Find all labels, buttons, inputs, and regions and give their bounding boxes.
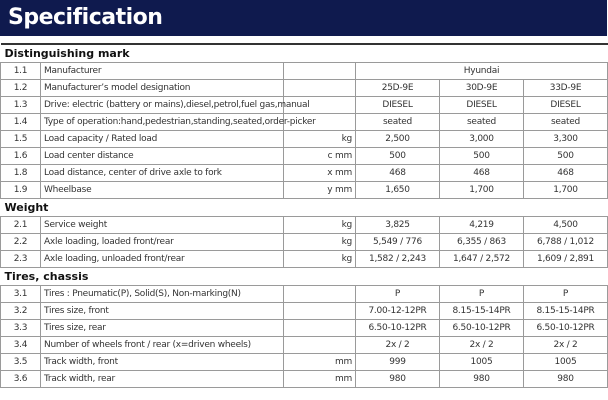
row-unit: kg (284, 130, 356, 147)
row-number: 1.6 (1, 147, 41, 164)
row-number: 1.2 (1, 79, 41, 96)
row-value-model-2: seated (440, 113, 524, 130)
row-number: 2.2 (1, 233, 41, 250)
row-value-model-3: 3,300 (524, 130, 608, 147)
row-value-model-1: 500 (356, 147, 440, 164)
row-unit: kg (284, 216, 356, 233)
row-value-model-3: 1005 (524, 353, 608, 370)
spec-sheet (0, 43, 607, 388)
row-number: 3.3 (1, 319, 41, 336)
section-header (1, 267, 608, 285)
table-row (1, 302, 608, 319)
table-row (1, 164, 608, 181)
row-number: 1.8 (1, 164, 41, 181)
row-unit: c mm (284, 147, 356, 164)
row-value-model-3: 6,788 / 1,012 (524, 233, 608, 250)
table-row (1, 285, 608, 302)
row-value-model-3: P (524, 285, 608, 302)
table-row (1, 96, 608, 113)
row-value-model-1: 468 (356, 164, 440, 181)
row-value-model-3: 6.50-10-12PR (524, 319, 608, 336)
row-value-model-1: 3,825 (356, 216, 440, 233)
row-value-model-1: 2x / 2 (356, 336, 440, 353)
row-description: Axle loading, unloaded front/rear (41, 250, 284, 267)
row-value-model-2: 4,219 (440, 216, 524, 233)
table-row (1, 113, 608, 130)
row-description: Tires : Pneumatic(P), Solid(S), Non-marking(N) (41, 285, 284, 302)
table-row (1, 319, 608, 336)
row-unit: y mm (284, 181, 356, 198)
table-row (1, 130, 608, 147)
row-value-model-2: 1005 (440, 353, 524, 370)
table-row (1, 233, 608, 250)
row-unit (284, 302, 356, 319)
row-number: 3.6 (1, 370, 41, 387)
row-unit: mm (284, 370, 356, 387)
row-value-model-3: 1,700 (524, 181, 608, 198)
row-value-model-2: 30D-9E (440, 79, 524, 96)
row-description: Manufacturer (41, 62, 284, 79)
row-value-model-2: 6.50-10-12PR (440, 319, 524, 336)
row-description: Axle loading, loaded front/rear (41, 233, 284, 250)
section-header (1, 198, 608, 216)
row-value-model-2: 468 (440, 164, 524, 181)
row-value-model-1: 1,582 / 2,243 (356, 250, 440, 267)
row-number: 2.1 (1, 216, 41, 233)
row-value-model-1: 999 (356, 353, 440, 370)
table-row (1, 336, 608, 353)
spec-table (0, 43, 608, 388)
row-value-model-2: 1,647 / 2,572 (440, 250, 524, 267)
row-value-model-3: 500 (524, 147, 608, 164)
row-unit: kg (284, 250, 356, 267)
section-title: Tires, chassis (1, 267, 608, 285)
row-value-model-3: 980 (524, 370, 608, 387)
table-row (1, 250, 608, 267)
row-unit: mm (284, 353, 356, 370)
row-number: 1.9 (1, 181, 41, 198)
table-row (1, 181, 608, 198)
row-value-model-3: 33D-9E (524, 79, 608, 96)
row-number: 3.2 (1, 302, 41, 319)
row-value-model-3: DIESEL (524, 96, 608, 113)
row-description: Track width, rear (41, 370, 284, 387)
row-value-model-3: seated (524, 113, 608, 130)
table-row (1, 147, 608, 164)
page-title: Specification (0, 0, 607, 36)
row-unit (284, 285, 356, 302)
row-value-model-3: 1,609 / 2,891 (524, 250, 608, 267)
row-unit (284, 319, 356, 336)
table-row (1, 370, 608, 387)
row-description: Tires size, rear (41, 319, 284, 336)
row-value-model-2: DIESEL (440, 96, 524, 113)
row-value-model-2: 500 (440, 147, 524, 164)
row-value-model-1: seated (356, 113, 440, 130)
row-value-model-2: 8.15-15-14PR (440, 302, 524, 319)
row-value-model-1: P (356, 285, 440, 302)
row-description: Tires size, front (41, 302, 284, 319)
row-unit: x mm (284, 164, 356, 181)
row-description: Wheelbase (41, 181, 284, 198)
row-unit (284, 62, 356, 79)
row-description: Drive: electric (battery or mains),diesel,petrol,fuel gas,manual (41, 96, 284, 113)
row-value-model-3: 468 (524, 164, 608, 181)
table-row (1, 216, 608, 233)
section-header (1, 44, 608, 62)
row-description: Load center distance (41, 147, 284, 164)
row-number: 1.4 (1, 113, 41, 130)
row-value-model-1: 25D-9E (356, 79, 440, 96)
row-number: 1.3 (1, 96, 41, 113)
row-value-model-3: 4,500 (524, 216, 608, 233)
row-description: Load distance, center of drive axle to fork (41, 164, 284, 181)
row-value-model-2: 6,355 / 863 (440, 233, 524, 250)
table-row (1, 79, 608, 96)
table-row (1, 353, 608, 370)
row-value-model-1: DIESEL (356, 96, 440, 113)
row-description: Manufacturer’s model designation (41, 79, 284, 96)
row-description: Track width, front (41, 353, 284, 370)
row-value-model-1: 980 (356, 370, 440, 387)
row-number: 3.1 (1, 285, 41, 302)
row-value-model-1: 1,650 (356, 181, 440, 198)
row-value-model-3: 8.15-15-14PR (524, 302, 608, 319)
row-unit: kg (284, 233, 356, 250)
row-value-model-1: 7.00-12-12PR (356, 302, 440, 319)
row-value-model-1: 6.50-10-12PR (356, 319, 440, 336)
row-number: 1.1 (1, 62, 41, 79)
row-number: 3.5 (1, 353, 41, 370)
section-title: Weight (1, 198, 608, 216)
row-value-model-1: 2,500 (356, 130, 440, 147)
row-value-model-2: 1,700 (440, 181, 524, 198)
section-title: Distinguishing mark (1, 44, 608, 62)
row-value-model-2: 3,000 (440, 130, 524, 147)
row-value-model-2: P (440, 285, 524, 302)
row-description: Service weight (41, 216, 284, 233)
row-value-model-2: 980 (440, 370, 524, 387)
row-description: Number of wheels front / rear (x=driven wheels) (41, 336, 284, 353)
table-row (1, 62, 608, 79)
row-unit (284, 336, 356, 353)
row-number: 2.3 (1, 250, 41, 267)
row-value-model-1: 5,549 / 776 (356, 233, 440, 250)
row-value-model-2: 2x / 2 (440, 336, 524, 353)
row-number: 3.4 (1, 336, 41, 353)
row-value-model-3: 2x / 2 (524, 336, 608, 353)
row-value-all-models: Hyundai (356, 62, 608, 79)
row-unit (284, 79, 356, 96)
row-description: Load capacity / Rated load (41, 130, 284, 147)
row-description: Type of operation:hand,pedestrian,standing,seated,order-picker (41, 113, 284, 130)
row-number: 1.5 (1, 130, 41, 147)
